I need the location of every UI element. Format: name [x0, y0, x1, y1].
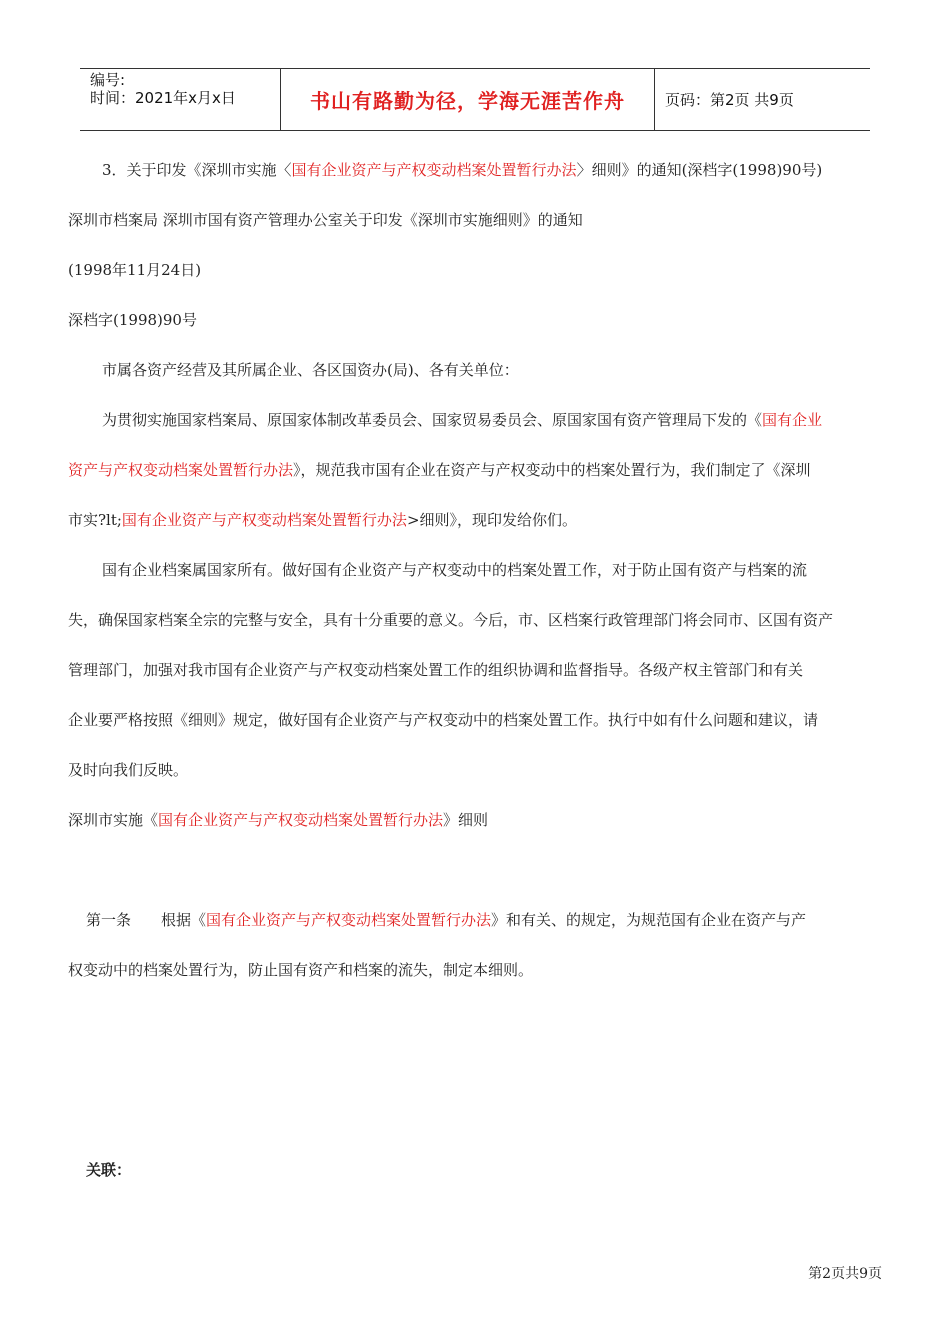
paragraph-line: [68, 445, 884, 495]
text-run: 深圳市实施《: [68, 811, 159, 829]
addressee-line: 市属各资产经营及其所属企业、各区国资办(局)、各有关单位：: [102, 361, 519, 379]
page-header: [80, 68, 870, 131]
issuer-line: 深圳市档案局 深圳市国有资产管理办公室关于印发《深圳市实施细则》的通知: [68, 211, 583, 229]
paragraph-line: 失，确保国家档案全宗的完整与安全，具有十分重要的意义。今后，市、区档案行政管理部门将会同市、区国有资产: [68, 611, 834, 629]
page-footer: 第2页共9页: [808, 1266, 882, 1282]
date-line: (1998年11月24日): [68, 261, 202, 279]
text-run: 第一条 根据《: [86, 911, 207, 929]
text-run: >细则》，现印发给你们。: [406, 511, 578, 529]
linked-title[interactable]: 国有企业资产与产权变动档案处置暂行办法: [158, 811, 444, 829]
time-label: 时间：2021年x月x日: [90, 89, 236, 107]
text-run: 为贯彻实施国家档案局、原国家体制改革委员会、国家贸易委员会、原国家国有资产管理局下发的《: [102, 411, 763, 429]
linked-title[interactable]: 资产与产权变动档案处置暂行办法: [68, 461, 294, 479]
header-motto: 书山有路勤为径，学海无涯苦作舟: [281, 69, 655, 130]
linked-title[interactable]: 国有企业: [762, 411, 823, 429]
spacer: [68, 995, 884, 1045]
spacer: [68, 1045, 884, 1095]
spacer: [68, 845, 884, 895]
paragraph-line: 权变动中的档案处置行为，防止国有资产和档案的流失，制定本细则。: [68, 961, 534, 979]
paragraph-line: 及时向我们反映。: [68, 761, 189, 779]
header-meta: [80, 69, 281, 130]
text-run: 3．关于印发《深圳市实施〈: [102, 161, 292, 179]
document-body: [68, 145, 884, 1195]
linked-title[interactable]: 国有企业资产与产权变动档案处置暂行办法: [291, 161, 577, 179]
linked-title[interactable]: 国有企业资产与产权变动档案处置暂行办法: [121, 511, 407, 529]
article-one: [68, 895, 884, 945]
notice-title: [68, 145, 884, 195]
paragraph-line: 管理部门，加强对我市国有企业资产与产权变动档案处置工作的组织协调和监督指导。各级产权主管部门和有关: [68, 661, 804, 679]
rules-title: [68, 795, 884, 845]
doc-number-line: 深档字(1998)90号: [68, 311, 197, 329]
related-label: 关联：: [86, 1161, 132, 1179]
header-page-info: 页码：第2页 共9页: [665, 91, 794, 109]
paragraph-line: 企业要严格按照《细则》规定，做好国有企业资产与产权变动中的档案处置工作。执行中如有什么问题和建议，请: [68, 711, 819, 729]
text-run: 》和有关、的规定，为规范国有企业在资产与产: [491, 911, 807, 929]
number-label: 编号:: [90, 71, 126, 89]
linked-title[interactable]: 国有企业资产与产权变动档案处置暂行办法: [206, 911, 492, 929]
paragraph-line: 国有企业档案属国家所有。做好国有企业资产与产权变动中的档案处置工作，对于防止国有资产与档案的流: [102, 561, 808, 579]
spacer: [68, 1095, 884, 1145]
text-run: 》，规范我市国有企业在资产与产权变动中的档案处置行为，我们制定了《深圳: [293, 461, 811, 479]
text-run: 》细则: [443, 811, 489, 829]
paragraph-line: [68, 495, 884, 545]
paragraph-line: [68, 395, 884, 445]
text-run: 〉细则》的通知(深档字(1998)90号): [576, 161, 823, 179]
text-run: 市实?lt;: [68, 511, 122, 529]
